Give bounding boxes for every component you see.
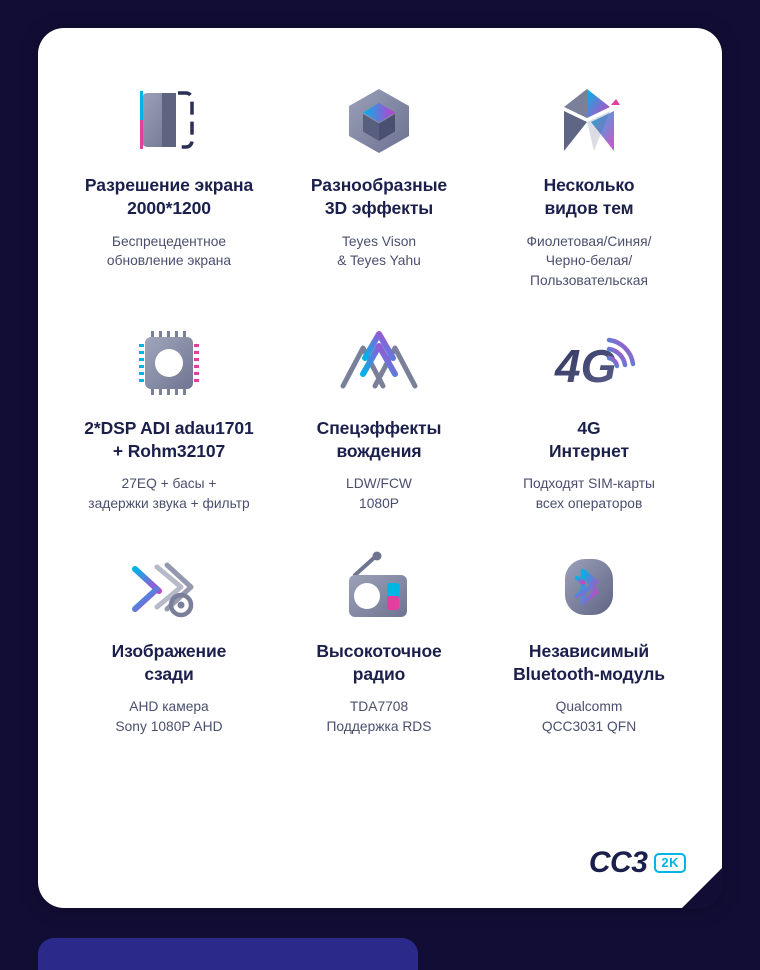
feature-subtitle: Фиолетовая/Синяя/ Черно-белая/ Пользовательская xyxy=(526,233,652,288)
radio-icon xyxy=(280,534,478,638)
bottom-banner xyxy=(38,938,418,970)
feature-grid xyxy=(64,62,696,751)
dsp-chip-icon xyxy=(70,311,268,415)
feature-subtitle: Беспрецедентное обновление экрана xyxy=(106,233,232,269)
feature-item-themes xyxy=(484,62,694,291)
feature-title: Изображение сзади xyxy=(111,640,227,684)
feature-item-radio xyxy=(274,528,484,737)
feature-subtitle: Qualcomm QCC3031 QFN xyxy=(541,699,637,734)
3d-cube-icon xyxy=(280,68,478,172)
feature-title: Независимый Bluetooth-модуль xyxy=(513,640,665,684)
feature-subtitle: Teyes Vison & Teyes Yahu xyxy=(337,233,421,269)
feature-item-driving-effects xyxy=(274,305,484,514)
feature-subtitle: LDW/FCW 1080P xyxy=(346,476,412,511)
feature-title: 4G Интернет xyxy=(549,417,629,461)
feature-item-bluetooth xyxy=(484,528,694,737)
feature-item-rear-camera xyxy=(64,528,274,737)
feature-card xyxy=(38,28,722,908)
product-logo xyxy=(589,846,686,880)
themes-icon xyxy=(490,68,688,172)
driving-effects-icon xyxy=(280,311,478,415)
feature-title: Спецэффекты вождения xyxy=(316,417,442,461)
feature-subtitle: TDA7708 Поддержка RDS xyxy=(326,699,432,734)
product-logo-badge: 2K xyxy=(654,853,686,873)
feature-subtitle: AHD камера Sony 1080P AHD xyxy=(115,699,223,734)
feature-subtitle: Подходят SIM-карты всех операторов xyxy=(523,476,655,511)
4g-internet-icon xyxy=(490,311,688,415)
feature-title: Разрешение экрана 2000*1200 xyxy=(84,175,254,219)
feature-title: Разнообразные 3D эффекты xyxy=(310,175,448,219)
svg-text:4G: 4G xyxy=(555,339,617,392)
feature-subtitle: 27EQ + басы + задержки звука + фильтр xyxy=(88,476,250,511)
bluetooth-icon xyxy=(490,534,688,638)
feature-title: 2*DSP ADI adau1701 + Rohm32107 xyxy=(84,417,254,461)
feature-title: Несколько видов тем xyxy=(543,175,635,219)
feature-item-dsp xyxy=(64,305,274,514)
screen-resolution-icon xyxy=(70,68,268,172)
feature-item-3d-effects xyxy=(274,62,484,291)
product-logo-text: CC3 xyxy=(588,846,648,879)
feature-item-screen-resolution xyxy=(64,62,274,291)
feature-title: Высокоточное радио xyxy=(316,640,442,684)
feature-item-4g xyxy=(484,305,694,514)
rear-camera-icon xyxy=(70,534,268,638)
